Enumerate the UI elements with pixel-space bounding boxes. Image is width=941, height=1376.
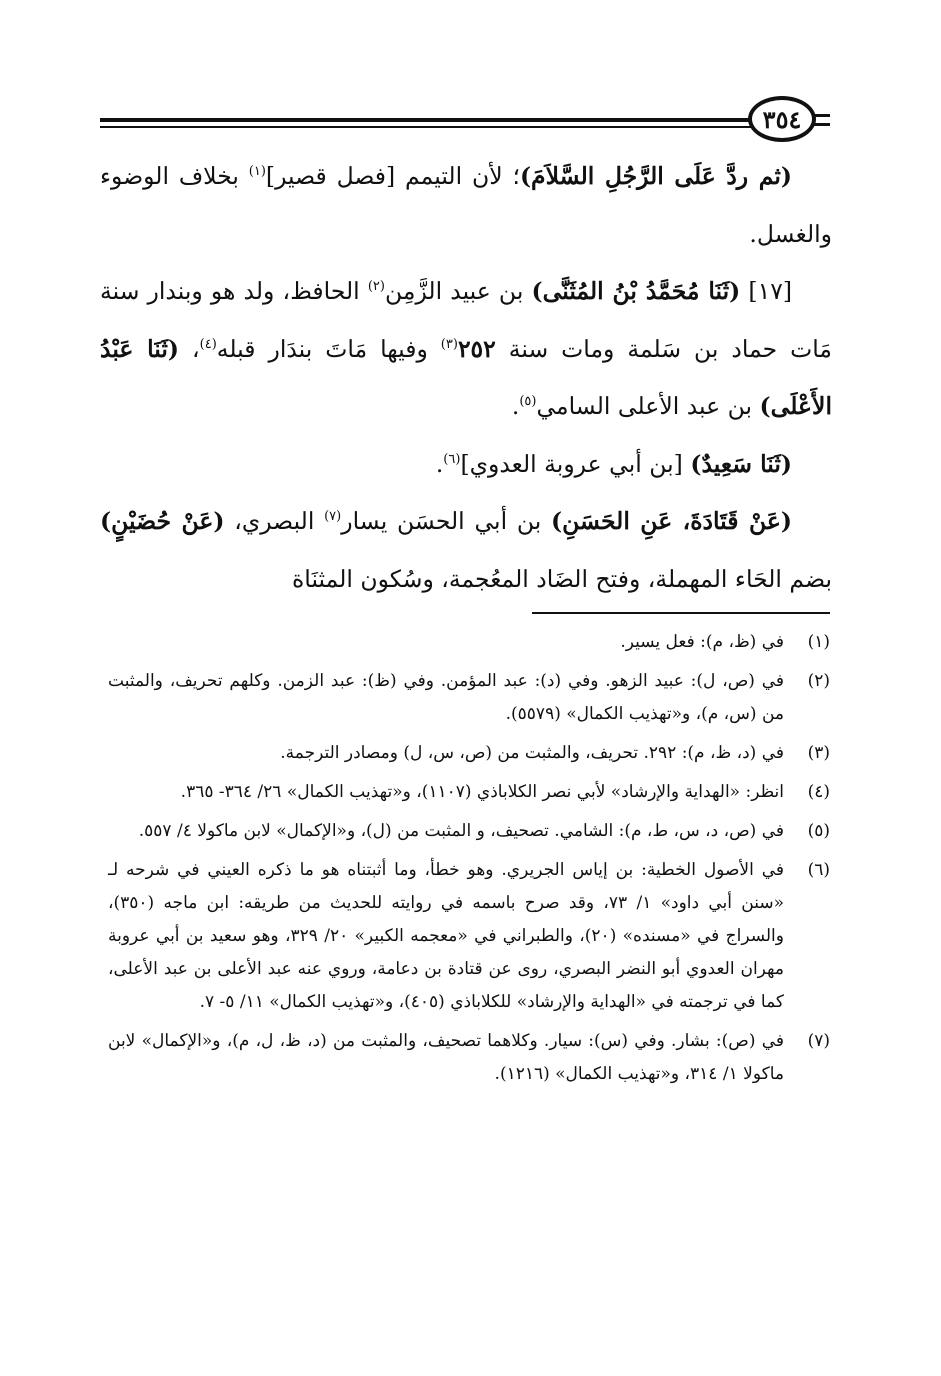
text: بخلاف الوضوء والغسل. — [100, 162, 832, 248]
footnote-number: (٦) — [807, 860, 830, 880]
text: وفيها مَاتَ بندَار قبله — [216, 334, 441, 363]
footnote-text: في الأصول الخطية: بن إياس الجريري. وهو خطأ، وما أثبتناه هو ما ذكره العيني في شرحه لـ «سنن أبي داود» ١/ ٧٣، وقد صرح باسمه في روايته للحديث من طريقه: ابن ماجه (٣٥٠)، والسراج في «مسنده» (٢٠)، والطبراني في «معجمه الكبير» ٢٠/ ٣٢٩، وهو سعيد بن أبي عروبة مهران العدوي أبو النضر البصري، روى عن قتادة بن دعامة، وروي عنه عبد الأعلى بن عبد الأعلى، كما في ترجمته في «الهداية والإرشاد» للكلاباذي (٤٠٥)، و«تهذيب الكمال» ١١/ ٥- ٧. — [108, 860, 784, 1012]
footnote-number: (٢) — [807, 671, 830, 691]
footnote — [108, 815, 830, 848]
footnote-number: (٥) — [807, 821, 830, 841]
footnote-text: في (ظ، م): فعل يسير. — [620, 632, 784, 652]
footnote — [108, 1025, 830, 1091]
quote-text: (ثَنَا مُحَمَّدُ بْنُ المُثَنَّى) — [531, 277, 741, 305]
footnote-text: في (ص، د، س، ط، م): الشامي. تصحيف، و المثبت من (ل)، و«الإكمال» لابن ماكولا ٤/ ٥٥٧. — [138, 821, 784, 841]
quote-text: (ثَنَا عَبْدُ الأَعْلَى) — [100, 334, 832, 420]
text: . — [435, 449, 444, 478]
footnote-text: انظر: «الهداية والإرشاد» لأبي نصر الكلاباذي (١١٠٧)، و«تهذيب الكمال» ٢٦/ ٣٦٤- ٣٦٥. — [180, 782, 784, 802]
footnote-text: في (ص): بشار. وفي (س): سيار. وكلاهما تصحيف، والمثبت من (د، ظ، ل، م)، و«الإكمال» لابن ماكولا ١/ ٣١٤، و«تهذيب الكمال» (١٢١٦). — [108, 1031, 784, 1084]
text: . — [511, 392, 520, 420]
paragraph-1 — [100, 148, 832, 263]
page-number: ٣٥٤ — [748, 96, 816, 142]
text: [بن أبي عروبة العدوي] — [460, 449, 691, 478]
year-number: ٢٥٢ — [457, 334, 496, 363]
footnote-number: (٣) — [807, 743, 830, 763]
header-rule-thick — [100, 118, 760, 122]
text: بن عبد الأعلى السامي — [536, 392, 760, 420]
quote-text: (عَنْ قَتَادَةَ، عَنِ الحَسَنِ) — [551, 507, 792, 535]
quote-text: (عَنْ حُضَيْنٍ) — [100, 507, 225, 535]
footnote-text: في (د، ظ، م): ٢٩٢. تحريف، والمثبت من (ص، س، ل) ومصادر الترجمة. — [280, 743, 784, 763]
paragraph-4 — [100, 493, 832, 608]
footnotes — [108, 626, 830, 1097]
text: بن عبيد الزَّمِن — [384, 277, 532, 305]
footnote — [108, 737, 830, 770]
text: بضم الحَاء المهملة، وفتح الضَاد المعُجمة، وسُكون المثنَاة — [291, 564, 832, 593]
quote-text: (ثم ردَّ عَلَى الرَّجُلِ السَّلاَمَ) — [519, 162, 792, 190]
footnote-separator — [532, 612, 830, 614]
footnote — [108, 776, 830, 809]
text: ، — [179, 334, 200, 363]
footnote-ref: (٤) — [199, 336, 217, 352]
footnote-ref: (٦) — [443, 451, 461, 467]
footnote-text: في (ص، ل): عبيد الزهو. وفي (د): عبد المؤمن. وفي (ظ): عبد الزمن. وكلهم تحريف، والمثبت من (س، م)، و«تهذيب الكمال» (٥٥٧٩). — [108, 671, 784, 724]
text: البصري، — [224, 507, 325, 535]
footnote-ref: (٢) — [367, 279, 385, 295]
footnote — [108, 626, 830, 659]
footnote-number: (١) — [807, 632, 830, 652]
paragraph-2 — [100, 263, 832, 436]
header-rule-thin — [100, 126, 760, 128]
footnote-number: (٧) — [807, 1031, 830, 1051]
text: بن أبي الحسَن يسار — [341, 507, 552, 535]
footnote — [108, 854, 830, 1019]
paragraph-3 — [100, 436, 832, 494]
footnote-ref: (٣) — [440, 336, 458, 352]
text: ؛ لأن التيمم [فصل قصير] — [265, 162, 520, 190]
footnote-ref: (٧) — [324, 509, 342, 525]
quote-text: (ثَنَا سَعِيدٌ) — [690, 449, 792, 478]
footnote-number: (٤) — [807, 782, 830, 802]
footnote — [108, 665, 830, 731]
main-text — [100, 148, 832, 608]
footnote-ref: (١) — [248, 164, 266, 180]
hadith-number: [١٧] — [740, 277, 793, 305]
page-header — [100, 94, 830, 144]
text: الحافظ، ولد هو وبندار سنة مَات حماد بن سَلمة ومات سنة — [100, 277, 832, 363]
footnote-ref: (٥) — [519, 394, 537, 410]
